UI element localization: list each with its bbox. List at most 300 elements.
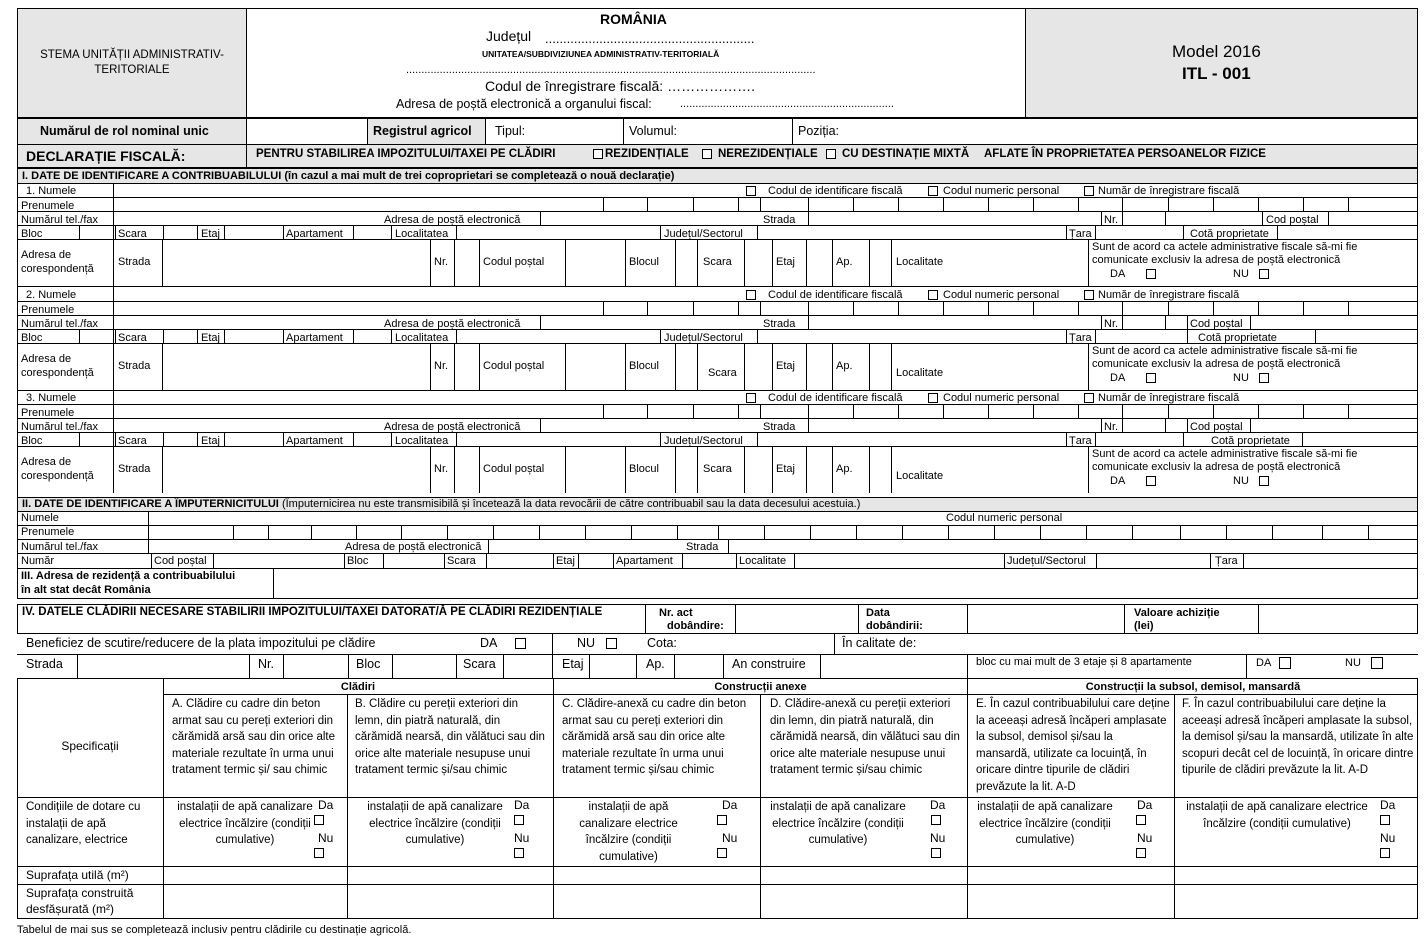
rule xyxy=(853,404,854,418)
person-2-numele-label: 2. Numele xyxy=(26,289,77,301)
rule xyxy=(401,525,402,539)
rule xyxy=(898,301,899,315)
s2-v-l xyxy=(794,553,795,568)
rule xyxy=(162,343,163,390)
data-1: Data xyxy=(866,607,890,619)
person-2-etaj-label: Etaj xyxy=(201,332,220,344)
rule xyxy=(1187,329,1188,343)
install-da-checkbox-3[interactable] xyxy=(717,815,727,825)
cladiri-header: Clădiri xyxy=(340,681,376,693)
rule xyxy=(832,446,833,493)
rule xyxy=(1033,404,1034,418)
rule xyxy=(1187,315,1188,329)
s4r3-v9 xyxy=(589,654,590,678)
calitate-label: În calitate de: xyxy=(842,636,917,650)
rule xyxy=(1187,418,1188,432)
install-nu-1: Nu xyxy=(318,831,334,845)
rule xyxy=(808,315,809,329)
judetul-dots[interactable]: .......................................................... xyxy=(545,31,755,46)
rule xyxy=(17,197,1418,198)
s2-v-m xyxy=(1004,553,1005,568)
rule xyxy=(772,239,773,286)
rule xyxy=(869,239,870,286)
person-3-nr-label: Nr. xyxy=(1104,421,1119,433)
person-3-cor-nr-label: Nr. xyxy=(434,463,449,475)
person-3-cif-checkbox[interactable] xyxy=(746,393,756,403)
s4r3-v4 xyxy=(348,654,349,678)
rule xyxy=(1303,301,1304,315)
rule xyxy=(115,432,116,446)
rule xyxy=(456,329,457,343)
install-nu-checkbox-1[interactable] xyxy=(314,848,324,858)
person-1-codpostal-label: Cod poștal xyxy=(1266,214,1319,226)
rule xyxy=(311,525,312,539)
section2-title-line xyxy=(22,498,860,511)
person-1-acord-da-checkbox[interactable] xyxy=(1146,269,1156,279)
rule xyxy=(1168,404,1169,418)
install-da-3: Da xyxy=(722,798,738,812)
volumul-label: Volumul: xyxy=(629,124,677,138)
rule xyxy=(898,404,899,418)
person-3-apartament-label: Apartament xyxy=(286,435,343,447)
person-3-acord-nu-checkbox[interactable] xyxy=(1259,476,1269,486)
rule xyxy=(1040,525,1041,539)
rule xyxy=(760,404,761,418)
s2-v1 xyxy=(148,511,149,553)
rule xyxy=(943,301,944,315)
install-da-6: Da xyxy=(1380,798,1396,812)
person-2-cnp-checkbox[interactable] xyxy=(928,290,938,300)
s1-line xyxy=(17,183,1418,184)
s2-bloc: Bloc xyxy=(347,555,369,567)
rule xyxy=(744,446,745,493)
rule xyxy=(988,197,989,211)
s4r3-v3 xyxy=(283,654,284,678)
person-1-cor-localitate-label: Localitate xyxy=(896,256,944,268)
install-da-5: Da xyxy=(1137,798,1153,812)
rule xyxy=(456,225,457,239)
section2-title: II. DATE DE IDENTIFICARE A ÎMPUTERNICITULUI xyxy=(22,498,279,510)
rule xyxy=(891,239,892,286)
install-da-checkbox-2[interactable] xyxy=(514,815,524,825)
person-1-cota-label: Cotă proprietate xyxy=(1190,228,1269,240)
rule xyxy=(79,225,80,239)
declaratie-divider xyxy=(246,144,247,168)
rule xyxy=(988,301,989,315)
bloc-da-checkbox[interactable] xyxy=(1279,657,1291,669)
s4r3-v14 xyxy=(967,654,968,678)
aflate-label: AFLATE ÎN PROPRIETATEA PERSOANELOR FIZICE xyxy=(984,148,1266,160)
benef-nu-checkbox[interactable] xyxy=(606,638,617,649)
person-1-nif-checkbox[interactable] xyxy=(1084,186,1094,196)
person-3-numele-label: 3. Numele xyxy=(26,392,77,404)
person-2-cif-checkbox[interactable] xyxy=(746,290,756,300)
rule xyxy=(660,329,661,343)
rule xyxy=(1086,525,1087,539)
person-2-cor-strada-label: Strada xyxy=(118,360,151,372)
rule xyxy=(1122,211,1123,225)
bloc-nu-checkbox[interactable] xyxy=(1371,657,1383,669)
s4r3-v5 xyxy=(392,654,393,678)
rule xyxy=(17,418,1418,419)
bloc-mult-label: bloc cu mai mult de 3 etaje și 8 apartamente xyxy=(976,656,1192,668)
footer-note: Tabelul de mai sus se completează inclusiv pentru clădirile cu destinație agricolă. xyxy=(17,924,412,936)
rule xyxy=(17,239,1418,240)
person-3-cnp-checkbox[interactable] xyxy=(928,393,938,403)
rule xyxy=(197,225,198,239)
s2-email: Adresa de poștă electronică xyxy=(345,541,482,553)
person-2-cor-nr-label: Nr. xyxy=(434,360,449,372)
rule xyxy=(1303,197,1304,211)
adresa-organ-dots[interactable]: ...................................................................... xyxy=(680,98,894,110)
install-da-checkbox-5[interactable] xyxy=(1136,815,1146,825)
s2-v-g xyxy=(553,553,554,568)
pozitia-field[interactable] xyxy=(792,118,1418,145)
rule xyxy=(625,239,626,286)
rule xyxy=(1302,432,1303,446)
person-2-acord-nu: NU xyxy=(1233,372,1249,384)
rule xyxy=(493,525,494,539)
s4-v5 xyxy=(1124,604,1125,634)
rule xyxy=(17,301,1418,302)
person-1-scara-label: Scara xyxy=(118,228,147,240)
person-1-cor-nr-label: Nr. xyxy=(434,256,449,268)
rule xyxy=(391,432,392,446)
s4-ap: Ap. xyxy=(646,657,665,671)
install-nu-4: Nu xyxy=(930,831,946,845)
spec-v-0 xyxy=(163,678,164,919)
s3-v xyxy=(273,568,274,599)
install-da-checkbox-1[interactable] xyxy=(314,815,324,825)
rule xyxy=(764,525,765,539)
rule xyxy=(760,197,761,211)
rule xyxy=(660,225,661,239)
rule xyxy=(17,286,1418,287)
rule xyxy=(1213,404,1214,418)
install-text-1: instalații de apă canalizare electrice încălzire (condiții cumulative) xyxy=(177,801,313,846)
rule xyxy=(856,525,857,539)
rule xyxy=(1088,343,1089,390)
rule xyxy=(806,343,807,390)
rule xyxy=(744,239,745,286)
s4-cota-v2 xyxy=(834,634,835,654)
rule xyxy=(697,239,698,286)
rule xyxy=(430,446,431,493)
rule xyxy=(738,404,739,418)
rule xyxy=(1258,404,1259,418)
s2-v-o xyxy=(1210,553,1211,568)
rule xyxy=(675,446,676,493)
rule xyxy=(808,404,809,418)
rule xyxy=(697,446,698,493)
rule xyxy=(647,404,648,418)
rule xyxy=(79,329,80,343)
install-nu-checkbox-3[interactable] xyxy=(717,848,727,858)
rule xyxy=(17,404,1418,405)
rule xyxy=(540,418,541,432)
rule xyxy=(283,225,284,239)
install-nu-checkbox-4[interactable] xyxy=(931,848,941,858)
s4r3-v6 xyxy=(456,654,457,678)
person-2-cor-codpostal-label: Codul poștal xyxy=(483,360,545,372)
person-3-acord-1: Sunt de acord ca actele administrative fiscale să-mi fie xyxy=(1092,448,1358,460)
rule xyxy=(17,343,1418,344)
rule xyxy=(832,239,833,286)
s2-v-email xyxy=(488,539,489,553)
person-2-nif-checkbox[interactable] xyxy=(1084,290,1094,300)
person-2-localitatea-label: Localitatea xyxy=(395,332,449,344)
person-2-acord-da-checkbox[interactable] xyxy=(1146,373,1156,383)
rule xyxy=(1213,197,1214,211)
form-code: ITL - 001 xyxy=(1182,64,1251,83)
s4-cota-v xyxy=(552,634,553,654)
spec-v-cd xyxy=(760,694,761,919)
person-3-prenume-label: Prenumele xyxy=(21,407,75,419)
cota-label: Cota: xyxy=(647,636,677,650)
nr-act-1: Nr. act xyxy=(659,607,693,619)
col-b-text: B. Clădire cu pereții exteriori din lemn, din piatră naturală, din cărămidă nearsă, din vălătuci sau din orice alte materiale nesupuse unui tratament termic și/sau chimic xyxy=(355,698,545,776)
rule xyxy=(675,239,676,286)
s2-l4 xyxy=(17,553,1418,554)
nerezidentiale-label: NEREZIDENȚIALE xyxy=(718,148,818,160)
install-text-2: instalații de apă canalizare electrice încălzire (condiții cumulative) xyxy=(367,801,503,846)
rule xyxy=(1066,432,1067,446)
person-1-cor-codpostal-label: Codul poștal xyxy=(483,256,545,268)
rule xyxy=(757,225,758,239)
s2-numar: Număr xyxy=(21,555,55,567)
nerezidentiale-checkbox[interactable] xyxy=(702,149,712,159)
rule xyxy=(1033,197,1034,211)
rule xyxy=(1101,315,1102,329)
rule xyxy=(540,211,541,225)
rule xyxy=(1122,197,1123,211)
install-nu-checkbox-2[interactable] xyxy=(514,848,524,858)
rule xyxy=(1122,301,1123,315)
install-nu-checkbox-6[interactable] xyxy=(1380,848,1390,858)
rule xyxy=(603,404,604,418)
install-da-2: Da xyxy=(514,798,530,812)
benef-da: DA xyxy=(480,636,498,650)
valoare-2: (lei) xyxy=(1134,620,1154,632)
spec-v-ef xyxy=(1174,694,1175,919)
rule xyxy=(456,432,457,446)
person-1-apartament-label: Apartament xyxy=(286,228,343,240)
rule xyxy=(808,418,809,432)
person-1-bloc-label: Bloc xyxy=(21,228,43,240)
person-2-codpostal-label: Cod poștal xyxy=(1190,318,1243,330)
rule xyxy=(479,446,480,493)
person-1-nr-label: Nr. xyxy=(1104,214,1119,226)
person-1-acord-2: comunicate exclusiv la adresa de poștă electronică xyxy=(1092,254,1341,266)
rule xyxy=(1132,525,1133,539)
person-1-numele-label: 1. Numele xyxy=(26,185,77,197)
s4-v6 xyxy=(1258,604,1259,634)
model-box xyxy=(1025,8,1418,118)
person-3-etaj-label: Etaj xyxy=(201,435,220,447)
col-e-text: E. În cazul contribuabilului care deține la aceeași adresă încăperi amplasate la subsol, demisol și/sau la mansardă, utilizate ca locuință, în oricare dintre tipurile de clădiri prevăzute la lit. A-D xyxy=(976,698,1170,793)
rule xyxy=(1095,329,1096,343)
beneficiez-label: Beneficiez de scutire/reducere de la plata impozitului pe clădire xyxy=(26,636,376,650)
rule xyxy=(1328,211,1329,225)
person-2-scara-label: Scara xyxy=(118,332,147,344)
rule xyxy=(808,211,809,225)
rule xyxy=(1368,525,1369,539)
person-3-cor-localitate-label: Localitate xyxy=(896,470,944,482)
mixta-checkbox[interactable] xyxy=(826,149,836,159)
rule xyxy=(1277,225,1278,239)
s4r3-v13 xyxy=(820,654,821,678)
rule xyxy=(1348,404,1349,418)
rule xyxy=(268,525,269,539)
s3-line1: III. Adresa de rezidență a contribuabilului xyxy=(21,570,236,582)
rule xyxy=(1122,418,1123,432)
rule xyxy=(1183,225,1184,239)
install-text-3: instalații de apă canalizare electrice încălzire (condiții cumulative) xyxy=(579,801,678,863)
person-1-acord-nu-checkbox[interactable] xyxy=(1259,269,1269,279)
rule xyxy=(17,390,1418,391)
rule xyxy=(17,446,1418,447)
person-1-judet-label: Județul/Sectorul xyxy=(664,228,743,240)
s2-v-h xyxy=(578,553,579,568)
person-3-acord-da-checkbox[interactable] xyxy=(1146,476,1156,486)
rule xyxy=(1168,301,1169,315)
s2-tel: Numărul tel./fax xyxy=(21,541,99,553)
rule xyxy=(647,301,648,315)
rule xyxy=(585,525,586,539)
benef-da-checkbox[interactable] xyxy=(515,638,526,649)
person-1-acord-nu: NU xyxy=(1233,268,1249,280)
mixta-label: CU DESTINAȚIE MIXTĂ xyxy=(842,148,970,160)
install-da-checkbox-6[interactable] xyxy=(1380,815,1390,825)
rule xyxy=(1315,329,1316,343)
rule xyxy=(479,343,480,390)
install-da-4: Da xyxy=(930,798,946,812)
person-1-nif-label: Număr de înregistrare fiscală xyxy=(1098,185,1240,197)
specificatii-label: Specificații xyxy=(61,739,119,753)
rule xyxy=(744,343,745,390)
rule xyxy=(1095,432,1096,446)
unitatea-dots[interactable]: ...................................................................................................................................... xyxy=(406,64,816,76)
person-1-adresa-1: Adresa de xyxy=(21,249,72,261)
rule xyxy=(693,197,694,211)
rule xyxy=(356,525,357,539)
section2-note: (Împuternicirea nu este transmisibilă și încetează la data revocării de către contribuabil sau la data decesului acestuia.) xyxy=(281,498,861,510)
rule xyxy=(353,225,354,239)
col-f-text: F. În cazul contribuabilului care deține la aceeași adresă încăperi amplasate la subsol, la demisol și/sau la mansardă, utilizate în alte scopuri decât cel de locuință, în oricare dintre tipurile de clădiri prevăzute la lit. A-D xyxy=(1182,698,1414,776)
rule xyxy=(1226,525,1227,539)
person-2-bloc-label: Bloc xyxy=(21,332,43,344)
rule xyxy=(565,343,566,390)
person-3-cor-etaj-label: Etaj xyxy=(776,463,795,475)
person-1-tel-label: Numărul tel./fax xyxy=(21,214,99,226)
rule xyxy=(391,329,392,343)
s2-cnp: Codul numeric personal xyxy=(946,512,1063,524)
tipul-label: Tipul: xyxy=(495,124,526,138)
person-3-email-label: Adresa de poștă electronică xyxy=(384,421,521,433)
s4-v4 xyxy=(967,604,968,634)
person-3-tel-label: Numărul tel./fax xyxy=(21,421,99,433)
person-2-email-label: Adresa de poștă electronică xyxy=(384,318,521,330)
suprafata-construita-1: Suprafața construită xyxy=(26,886,134,900)
s4-etaj: Etaj xyxy=(562,657,584,671)
rule xyxy=(17,329,1418,330)
person-1-cnp-label: Codul numeric personal xyxy=(943,185,1060,197)
s4r3-v15 xyxy=(1246,654,1247,678)
rule xyxy=(1262,211,1263,225)
rule xyxy=(693,301,694,315)
rule xyxy=(162,446,163,493)
person-2-acord-nu-checkbox[interactable] xyxy=(1259,373,1269,383)
rule xyxy=(79,432,80,446)
s4r3-v11 xyxy=(674,654,675,678)
s4r3-v7 xyxy=(503,654,504,678)
bloc-nu: NU xyxy=(1345,657,1361,669)
rule xyxy=(353,432,354,446)
declaratie-title: DECLARAȚIE FISCALĂ: xyxy=(26,148,186,164)
s2-v-f xyxy=(486,553,487,568)
person-3-localitatea-label: Localitatea xyxy=(395,435,449,447)
install-nu-checkbox-5[interactable] xyxy=(1136,848,1146,858)
spec-row3-top xyxy=(17,866,1418,867)
s2-l5 xyxy=(17,568,1418,569)
rule xyxy=(1180,525,1181,539)
declaratie-pentru: PENTRU STABILIREA IMPOZITULUI/TAXEI PE CLĂDIRI xyxy=(256,148,556,160)
nr-act-2: dobândire: xyxy=(667,620,724,632)
rule xyxy=(718,525,719,539)
rule xyxy=(353,329,354,343)
s2-numele: Numele xyxy=(21,512,59,524)
person-2-nr-label: Nr. xyxy=(1104,318,1119,330)
rule xyxy=(163,225,164,239)
rol-input[interactable] xyxy=(246,118,368,145)
rule xyxy=(1122,315,1123,329)
rule xyxy=(454,446,455,493)
person-1-cif-checkbox[interactable] xyxy=(746,186,756,196)
rule xyxy=(1165,315,1166,329)
rule xyxy=(1348,197,1349,211)
rezidentiale-checkbox[interactable] xyxy=(593,149,603,159)
rule xyxy=(224,329,225,343)
person-1-cnp-checkbox[interactable] xyxy=(928,186,938,196)
rule xyxy=(647,197,648,211)
install-nu-3: Nu xyxy=(722,831,738,845)
rule xyxy=(1183,432,1184,446)
person-3-cota-label: Cotă proprietate xyxy=(1211,435,1290,447)
s4r3-v1 xyxy=(77,654,78,678)
rule xyxy=(1088,446,1089,493)
person-2-acord-1: Sunt de acord ca actele administrative fiscale să-mi fie xyxy=(1092,345,1358,357)
unitatea-label: UNITATEA/SUBDIVIZIUNEA ADMINISTRATIV-TERITORIALĂ xyxy=(482,49,720,59)
rule xyxy=(808,301,809,315)
rule xyxy=(113,343,114,390)
rule xyxy=(565,239,566,286)
data-2: dobândirii: xyxy=(866,620,923,632)
person-2-cota-label: Cotă proprietate xyxy=(1198,332,1277,344)
s4-v3 xyxy=(858,604,859,634)
install-da-checkbox-4[interactable] xyxy=(931,815,941,825)
person-3-judet-label: Județul/Sectorul xyxy=(664,435,743,447)
person-2-judet-label: Județul/Sectorul xyxy=(664,332,743,344)
s4-bloc: Bloc xyxy=(356,657,381,671)
person-1-cor-strada-label: Strada xyxy=(118,256,151,268)
rezidentiale-label: REZIDENȚIALE xyxy=(605,148,689,160)
col-a-text: A. Clădire cu cadre din beton armat sau cu pereți exteriori din cărămidă arsă sau din orice alte materiale rezultate în urma unui tratament termic și/ sau chimic xyxy=(172,698,335,776)
spec-head-line xyxy=(163,694,1418,695)
person-2-cor-ap-label: Ap. xyxy=(836,360,853,372)
person-3-nif-checkbox[interactable] xyxy=(1084,393,1094,403)
s4r3-v10 xyxy=(636,654,637,678)
suprafata-utila: Suprafața utilă (m²) xyxy=(26,868,129,882)
